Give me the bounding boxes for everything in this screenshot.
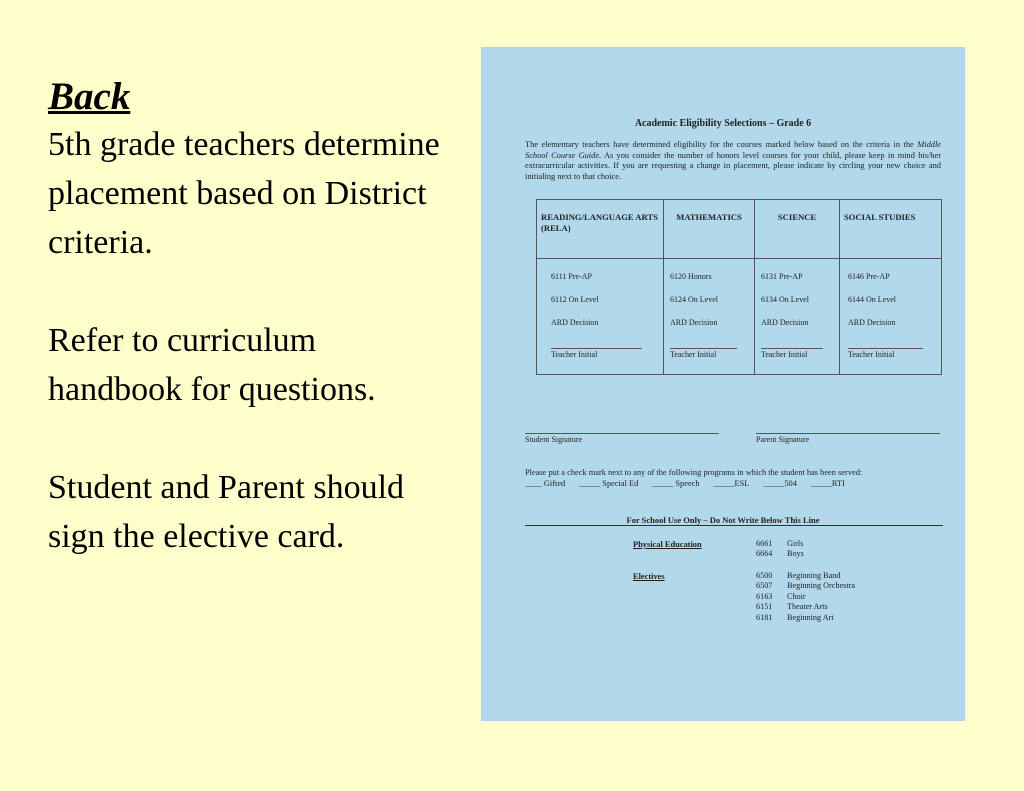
teacher-initial: Teacher Initial	[670, 348, 737, 359]
intro-text-1: The elementary teachers have determined eligibility for the courses marked below based on the criteria in the	[525, 140, 918, 149]
pe-list	[756, 539, 804, 560]
list-item	[756, 549, 804, 559]
slide-text	[48, 74, 458, 561]
list-item	[756, 592, 855, 602]
option: ARD Decision	[670, 318, 718, 327]
program-gifted: ____ Gifted	[525, 479, 566, 488]
program-rti: _____RTI	[810, 479, 845, 488]
school-use-heading: For School Use Only – Do Not Write Below This Line	[626, 515, 820, 525]
option: 6111 Pre-AP	[551, 272, 592, 281]
card-title: Academic Eligibility Selections – Grade 6	[634, 118, 812, 129]
course-name: Beginning Art	[787, 612, 834, 622]
list-item	[756, 581, 855, 591]
course-code: 6181	[756, 612, 773, 622]
school-use-divider	[525, 525, 943, 526]
option: 6120 Honors	[670, 272, 712, 281]
paragraph-signatures: Student and Parent should sign the elective card.	[48, 469, 405, 555]
slide-title: Back	[48, 75, 131, 118]
course-name: Boys	[787, 549, 804, 559]
list-item	[756, 571, 855, 581]
option: 6146 Pre-AP	[848, 272, 890, 281]
column-rela	[537, 259, 664, 375]
option: 6131 Pre-AP	[761, 272, 803, 281]
parent-signature-line: Parent Signature	[756, 433, 940, 444]
intro-guide-title: Middle School Course Guide	[525, 140, 941, 160]
electives-list	[756, 571, 855, 623]
course-code: 6664	[756, 549, 773, 559]
course-table	[536, 199, 942, 375]
course-name: Beginning Orchestra	[787, 581, 855, 591]
student-signature-line: Student Signature	[525, 433, 719, 444]
option: ARD Decision	[551, 318, 599, 327]
program-speech: _____ Speech	[652, 479, 700, 488]
program-504: _____504	[763, 479, 797, 488]
course-name: Choir	[787, 591, 806, 601]
option: 6144 On Level	[848, 295, 896, 304]
course-code: 6500	[756, 571, 773, 580]
programs-section	[525, 467, 945, 489]
paragraph-placement: 5th grade teachers determine placement based on District criteria.	[48, 126, 440, 261]
teacher-initial: Teacher Initial	[551, 348, 642, 359]
course-name: Theater Arts	[787, 602, 828, 612]
program-special-ed: _____ Special Ed	[579, 479, 639, 488]
course-code: 6163	[756, 591, 773, 601]
option: ARD Decision	[761, 318, 809, 327]
elective-card-photo	[481, 47, 965, 721]
column-social-studies	[840, 259, 942, 375]
option: 6134 On Level	[761, 295, 809, 304]
header-rela: READING/LANGUAGE ARTS (RELA)	[537, 200, 664, 259]
header-math: MATHEMATICS	[664, 200, 755, 259]
list-item	[756, 602, 855, 612]
teacher-initial: Teacher Initial	[848, 348, 923, 359]
paragraph-handbook: Refer to curriculum handbook for questions.	[48, 322, 376, 408]
option: 6112 On Level	[551, 295, 599, 304]
programs-row	[525, 478, 945, 489]
electives-label: Electives	[633, 572, 665, 581]
header-science: SCIENCE	[755, 200, 840, 259]
programs-prompt: Please put a check mark next to any of the following programs in which the student has been served:	[525, 468, 863, 477]
card-intro	[525, 140, 941, 182]
teacher-initial: Teacher Initial	[761, 348, 823, 359]
column-math	[664, 259, 755, 375]
option: ARD Decision	[848, 318, 896, 327]
course-code: 6507	[756, 581, 773, 591]
course-name: Girls	[787, 539, 804, 548]
header-social-studies: SOCIAL STUDIES	[840, 200, 942, 259]
course-name: Beginning Band	[787, 571, 841, 580]
program-esl: _____ESL	[713, 479, 750, 488]
column-science	[755, 259, 840, 375]
course-code: 6661	[756, 539, 773, 548]
pe-label: Physical Education	[633, 540, 702, 549]
list-item	[756, 539, 804, 549]
list-item	[756, 613, 855, 623]
intro-text-2: . As you consider the number of honors level courses for your child, please keep in mind his/her extracurricular activities. If you are requesting a change in placement, please indicate by circling your new choice and initialing next to that choice.	[525, 150, 941, 181]
option: 6124 On Level	[670, 295, 718, 304]
course-code: 6151	[756, 602, 773, 612]
